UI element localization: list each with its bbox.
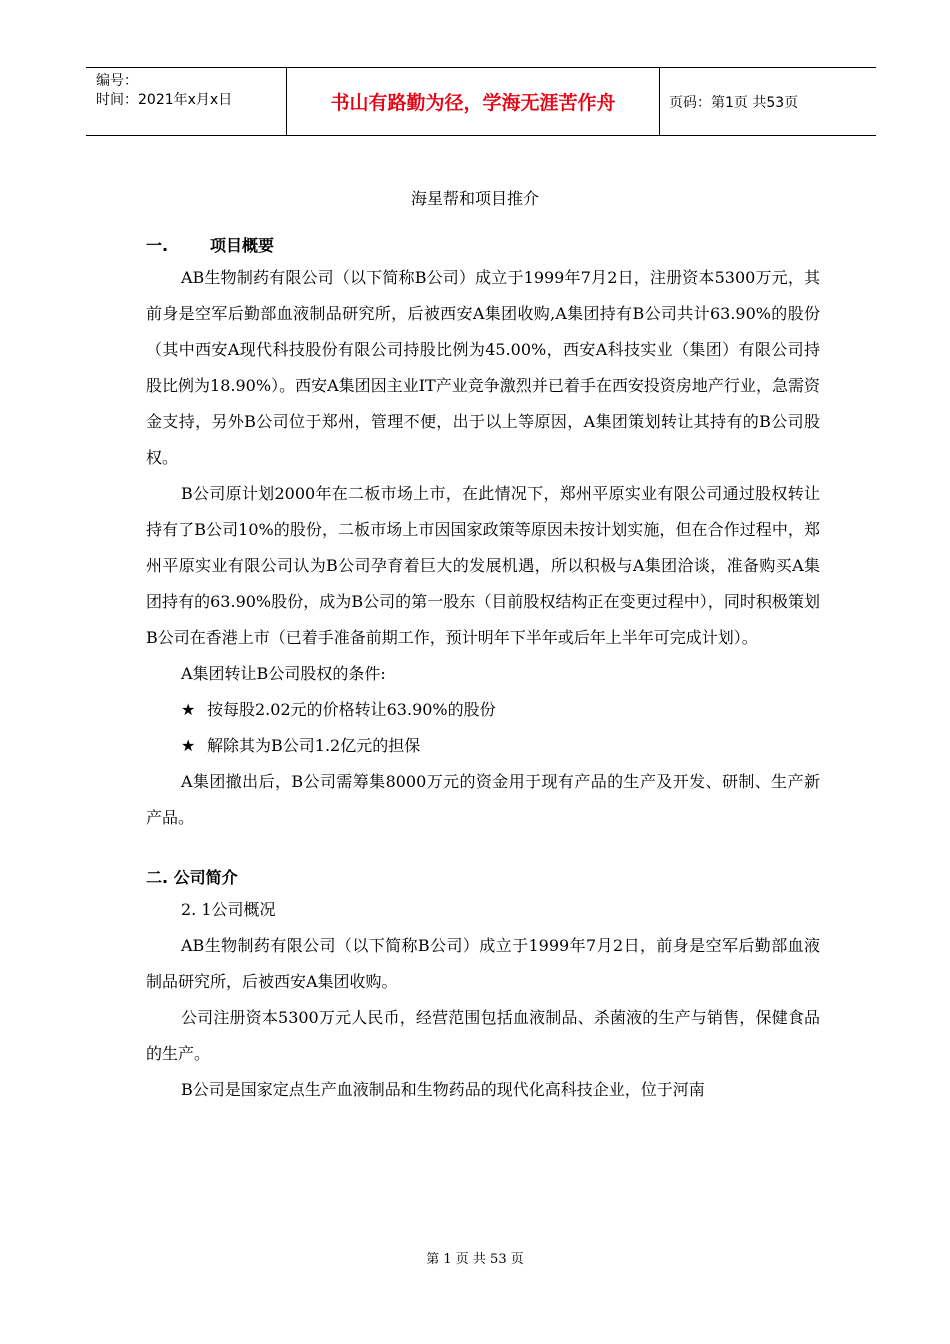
paragraph: B公司是国家定点生产血液制品和生物药品的现代化高科技企业，位于河南 [181,1080,705,1099]
document-body [146,232,820,1108]
paragraph: A集团转让B公司股权的条件: [181,664,386,683]
header-meta [86,68,287,135]
page-footer: 第 1 页 共 53 页 [426,1252,524,1267]
document-title: 海星帮和项目推介 [410,189,539,208]
paragraph: 公司注册资本5300万元人民币，经营范围包括血液制品、杀菌液的生产与销售，保健食品的生产。 [146,1008,820,1063]
number-label: 编号： [96,73,138,89]
bullet-item [146,728,820,764]
section-number: 一. [146,236,169,255]
spacer [146,836,820,864]
section-heading-1 [146,232,820,260]
subsection-heading: 2. 1公司概况 [181,900,276,919]
star-icon: ★ [181,736,196,755]
bullet-text: 解除其为B公司1.2亿元的担保 [207,736,421,755]
section-heading-2: 二. 公司简介 [146,868,238,887]
bullet-text: 按每股2.02元的价格转让63.90%的股份 [207,700,496,719]
paragraph: A集团撤出后，B公司需筹集8000万元的资金用于现有产品的生产及开发、研制、生产新产品。 [146,772,820,827]
section-title: 项目概要 [210,236,275,255]
paragraph: AB生物制药有限公司（以下简称B公司）成立于1999年7月2日，注册资本5300万元，其前身是空军后勤部血液制品研究所，后被西安A集团收购,A集团持有B公司共计63.90%的股份（其中西安A现代科技股份有限公司持股比例为45.00%，西安A科技实业（集团）有限公司持股比例为18.90%）。西安A集团因主业IT产业竞争激烈并已着手在西安投资房地产行业，急需资金支持，另外B公司位于郑州，管理不便，出于以上等原因，A集团策划转让其持有的B公司股权。 [146,268,820,467]
paragraph: B公司原计划2000年在二板市场上市，在此情况下，郑州平原实业有限公司通过股权转让持有了B公司10%的股份，二板市场上市因国家政策等原因未按计划实施，但在合作过程中，郑州平原实业有限公司认为B公司孕育着巨大的发展机遇，所以积极与A集团洽谈，准备购买A集团持有的63.90%股份，成为B公司的第一股东（目前股权结构正在变更过程中），同时积极策划B公司在香港上市（已着手准备前期工作，预计明年下半年或后年上半年可完成计划）。 [146,484,820,647]
time-label: 时间：2021年x月x日 [96,92,233,108]
header-page-label: 页码：第1页 共53页 [669,94,799,111]
bullet-item [146,692,820,728]
star-icon: ★ [181,700,196,719]
header-motto: 书山有路勤为径，学海无涯苦作舟 [287,68,660,135]
paragraph: AB生物制药有限公司（以下简称B公司）成立于1999年7月2日，前身是空军后勤部血液制品研究所，后被西安A集团收购。 [146,936,820,991]
page-header [86,67,876,136]
